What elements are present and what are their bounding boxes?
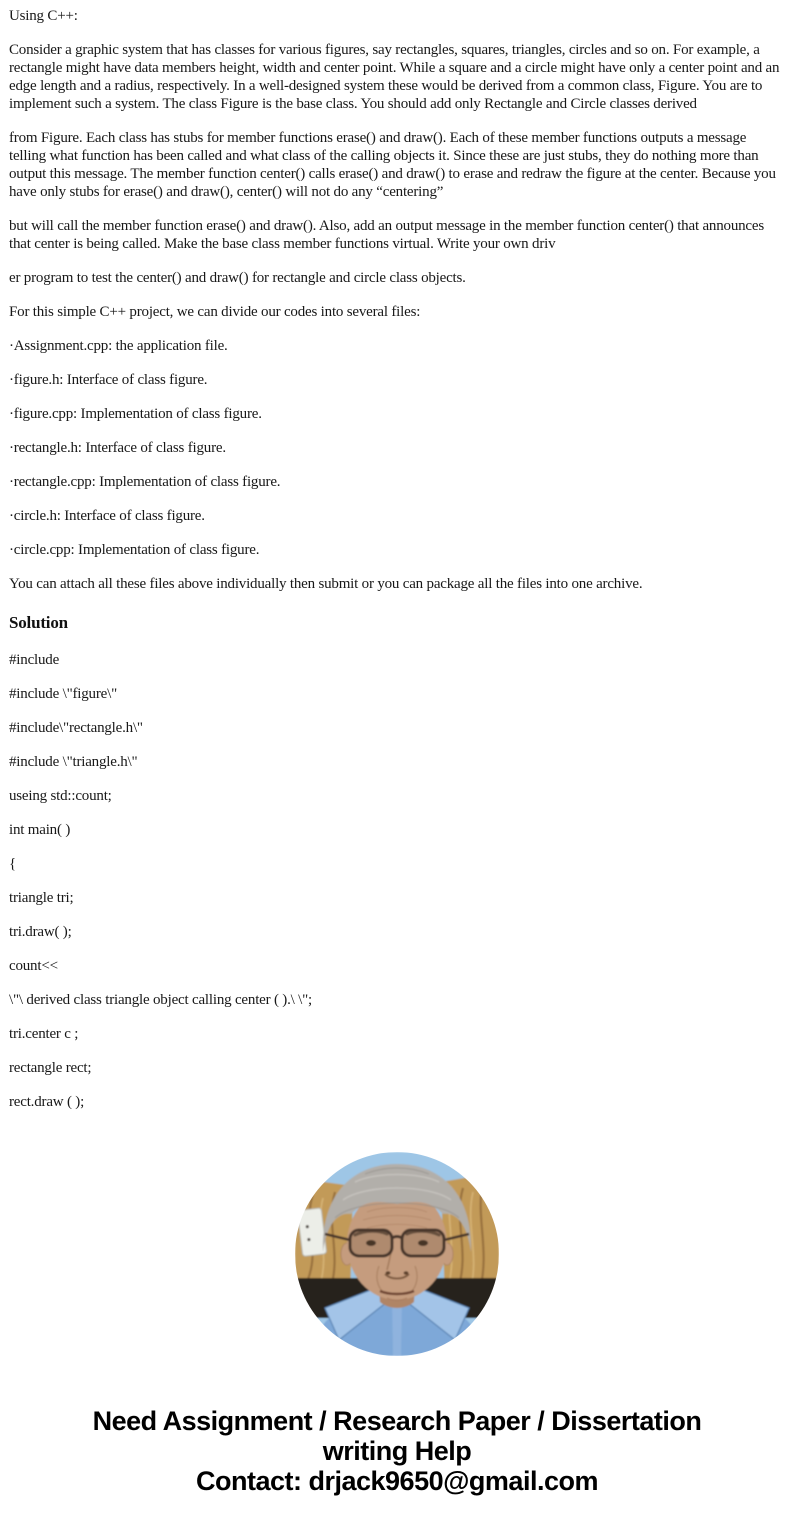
file-list-item-assignment-cpp: ·Assignment.cpp: the application file. (9, 338, 228, 354)
file-list-item-circle-h: ·circle.h: Interface of class figure. (9, 508, 205, 524)
code-line-triangle-decl: triangle tri; (9, 890, 74, 906)
avatar-photo-illustration (295, 1152, 499, 1356)
paragraph-problem-3: but will call the member function erase() and draw(). Also, add an output message in the member function center() that announces that center is being called. Make the base class member functions virtual. Write your own driv (9, 218, 764, 252)
code-line-include-figure: #include \"figure\" (9, 686, 117, 702)
solution-heading: Solution (9, 613, 68, 632)
avatar (295, 1152, 499, 1356)
file-list-item-rectangle-h: ·rectangle.h: Interface of class figure. (9, 440, 226, 456)
paragraph-problem-2: from Figure. Each class has stubs for member functions erase() and draw(). Each of these member functions outputs a message telling what function has been called and what class of the calling objects it. Since these are just stubs, they do nothing more than output this message. The member function center() calls erase() and draw() to erase and redraw the figure at the center. Because you have only stubs for erase() and draw(), center() will not do any “centering” (9, 130, 776, 200)
code-line-rect-draw: rect.draw ( ); (9, 1094, 85, 1110)
file-list-item-circle-cpp: ·circle.cpp: Implementation of class figure. (9, 542, 260, 558)
footer-banner (0, 1406, 794, 1496)
paragraph-problem-1: Consider a graphic system that has classes for various figures, say rectangles, squares, triangles, circles and so on. For example, a rectangle might have data members height, width and center point. While a square and a circle might have only a center point and an edge length and a radius, respectively. In a well-designed system these would be derived from a common class, Figure. You are to implement such a system. The class Figure is the base class. You should add only Rectangle and Circle classes derived (9, 42, 780, 112)
avatar-switch-plate (297, 1208, 326, 1257)
code-line-open-brace: { (9, 856, 16, 872)
paragraph-using-cpp: Using C++: (9, 8, 78, 24)
paragraph-problem-4: er program to test the center() and draw() for rectangle and circle class objects. (9, 270, 466, 286)
code-line-rect-decl: rectangle rect; (9, 1060, 92, 1076)
banner-line-2: writing Help (322, 1436, 472, 1466)
paragraph-attach-note: You can attach all these files above individually then submit or you can package all the files into one archive. (9, 576, 643, 592)
file-list-item-rectangle-cpp: ·rectangle.cpp: Implementation of class figure. (9, 474, 281, 490)
code-line-include-triangle: #include \"triangle.h\" (9, 754, 138, 770)
code-line-using: useing std::count; (9, 788, 112, 804)
code-line-count: count<< (9, 958, 58, 974)
file-list-item-figure-h: ·figure.h: Interface of class figure. (9, 372, 208, 388)
code-line-tri-draw: tri.draw( ); (9, 924, 72, 940)
paragraph-files-intro: For this simple C++ project, we can divide our codes into several files: (9, 304, 421, 320)
banner-contact-email: Contact: drjack9650@gmail.com (196, 1466, 598, 1496)
banner-line-1: Need Assignment / Research Paper / Dissertation (92, 1406, 702, 1436)
code-line-string: \"\ derived class triangle object calling center ( ).\ \"; (9, 992, 313, 1008)
code-line-include-rectangle: #include\"rectangle.h\" (9, 720, 143, 736)
code-line-main: int main( ) (9, 822, 71, 838)
code-line-tri-center: tri.center c ; (9, 1026, 79, 1042)
code-line-include: #include (9, 652, 60, 668)
file-list-item-figure-cpp: ·figure.cpp: Implementation of class figure. (9, 406, 262, 422)
